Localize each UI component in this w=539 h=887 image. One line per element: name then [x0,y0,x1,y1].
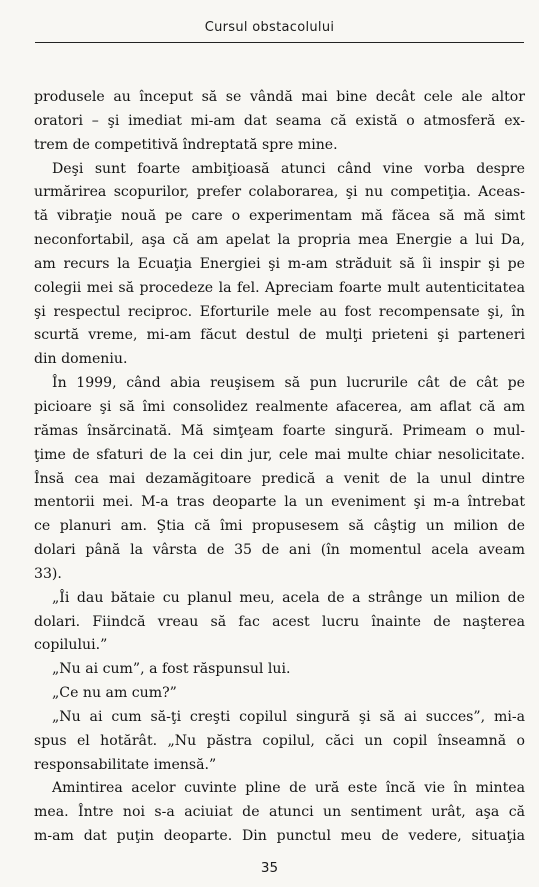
text-line: picioare şi să îmi consolidez realmente afacerea, am aflat că am [34,398,525,415]
text-line: tă vibraţie nouă pe care o experimentam mă făcea să mă simt [34,208,525,225]
text-line: m-am dat puţin deoparte. Din punctul meu de vedere, situaţia [34,828,525,845]
text-line: am recurs la Ecuaţia Energiei şi m-am străduit să îi inspir şi pe [34,255,525,272]
text-line: copilului.” [34,637,108,654]
text-line: În 1999, când abia reuşisem să pun lucrurile cât de cât pe [52,375,525,392]
text-line: ce planuri am. Ştia că îmi propusesem să câştig un milion de [34,518,525,535]
text-line: mea. Între noi s-a aciuiat de atunci un sentiment urât, aşa că [34,804,525,821]
text-line: responsabilitate imensă.” [34,756,217,773]
text-line: „Nu ai cum să-ţi creşti copilul singură şi să ai succes”, mi-a [52,708,525,725]
text-line: dolari. Fiindcă vreau să fac acest lucru înainte de naşterea [34,613,525,630]
page-number: 35 [260,860,279,876]
text-line: şi respectul reciproc. Eforturile mele au fost recompensate şi, în [34,303,525,320]
text-line: produsele au început să se vândă mai bine decât cele ale altor [34,89,525,105]
body-text [34,86,525,849]
text-line: neconfortabil, aşa că am apelat la propria mea Energie a lui Da, [34,232,525,249]
text-line: urmărirea scopurilor, prefer colaborarea, şi nu competiţia. Aceas- [34,184,525,201]
text-line: mentorii mei. M-a tras deoparte la un eveniment şi m-a întrebat [34,494,525,511]
running-head: Cursul obstacolului [204,20,335,35]
text-line: Deşi sunt foarte ambiţioasă atunci când vine vorba despre [52,160,525,177]
text-line: colegii mei să procedeze la fel. Apreciam foarte mult autenticitatea [34,279,525,296]
text-line: Însă cea mai dezamăgitoare predică a venit de la unul dintre [34,470,525,487]
text-line: Amintirea acelor cuvinte pline de ură este încă vie în mintea [52,780,525,797]
text-line: 33). [34,565,62,582]
text-line: ţime de sfaturi de la cei din jur, cele mai multe chiar nesolicitate. [34,446,525,463]
text-line: „Ce nu am cum?” [52,685,177,702]
text-line: dolari până la vârsta de 35 de ani (în momentul acela aveam [34,542,525,559]
text-line: scurtă vreme, mi-am făcut destul de mulţi prieteni şi parteneri [34,327,525,344]
text-line: oratori – şi imediat mi-am dat seama că există o atmosferă ex- [34,112,525,129]
text-line: trem de competitivă îndreptată spre mine. [34,136,338,153]
text-line: „Nu ai cum”, a fost răspunsul lui. [52,661,291,678]
text-line: rămas însărcinată. Mă simţeam foarte singură. Primeam o mul- [34,422,525,439]
text-line: spus el hotărât. „Nu păstra copilul, căci un copil înseamnă o [34,732,525,749]
text-line: din domeniu. [34,351,128,368]
text-line: „Îi dau bătaie cu planul meu, acela de a strânge un milion de [52,589,525,606]
header-rule [35,42,524,43]
